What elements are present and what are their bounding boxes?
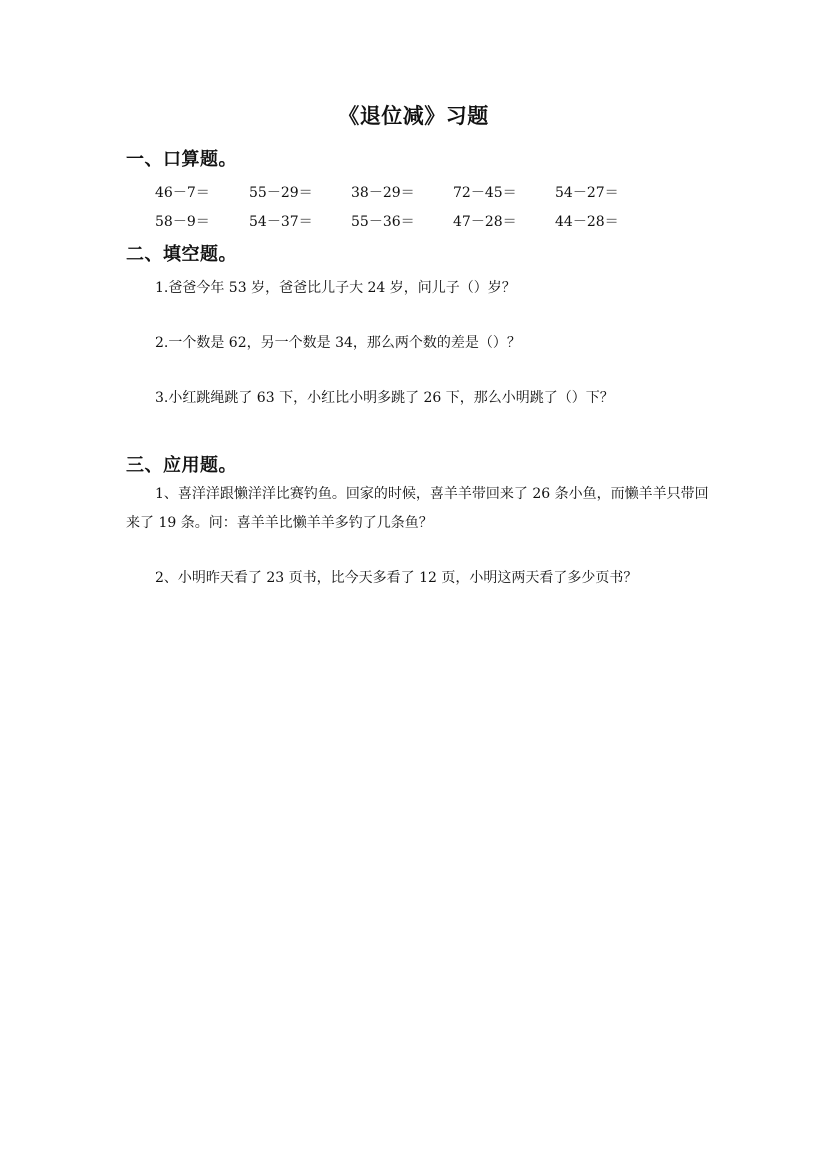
calc-item: 38－29＝	[351, 185, 415, 201]
calc-item: 46－7＝	[155, 185, 210, 201]
fill-question-3: 3.小红跳绳跳了 63 下，小红比小明多跳了 26 下，那么小明跳了（）下？	[155, 390, 614, 406]
fill-question-1: 1.爸爸今年 53 岁，爸爸比儿子大 24 岁，问儿子（）岁？	[155, 280, 516, 296]
calc-row-2	[155, 211, 715, 231]
section-heading-word-problems: 三、应用题。	[126, 455, 237, 476]
word-problem-2: 2、小明昨天看了 23 页书，比今天多看了 12 页，小明这两天看了多少页书？	[155, 570, 638, 586]
calc-item: 55－29＝	[249, 185, 313, 201]
section-heading-mental-arithmetic: 一、口算题。	[126, 149, 237, 170]
calc-row-1	[155, 182, 715, 202]
section-heading-fill-in: 二、填空题。	[126, 244, 237, 265]
calc-item: 54－27＝	[555, 185, 619, 201]
calc-item: 55－36＝	[351, 214, 415, 230]
fill-question-2: 2.一个数是 62，另一个数是 34，那么两个数的差是（）？	[155, 335, 521, 351]
word-problem-1: 1、喜洋洋跟懒洋洋比赛钓鱼。回家的时候，喜羊羊带回来了 26 条小鱼，而懒羊羊只带回来了 19 条。问：喜羊羊比懒羊羊多钓了几条鱼？	[126, 486, 709, 531]
calc-item: 58－9＝	[155, 214, 210, 230]
calc-item: 44－28＝	[555, 214, 619, 230]
page-title: 《退位减》习题	[338, 103, 489, 128]
calc-item: 72－45＝	[453, 185, 517, 201]
calc-item: 54－37＝	[249, 214, 313, 230]
calc-item: 47－28＝	[453, 214, 517, 230]
